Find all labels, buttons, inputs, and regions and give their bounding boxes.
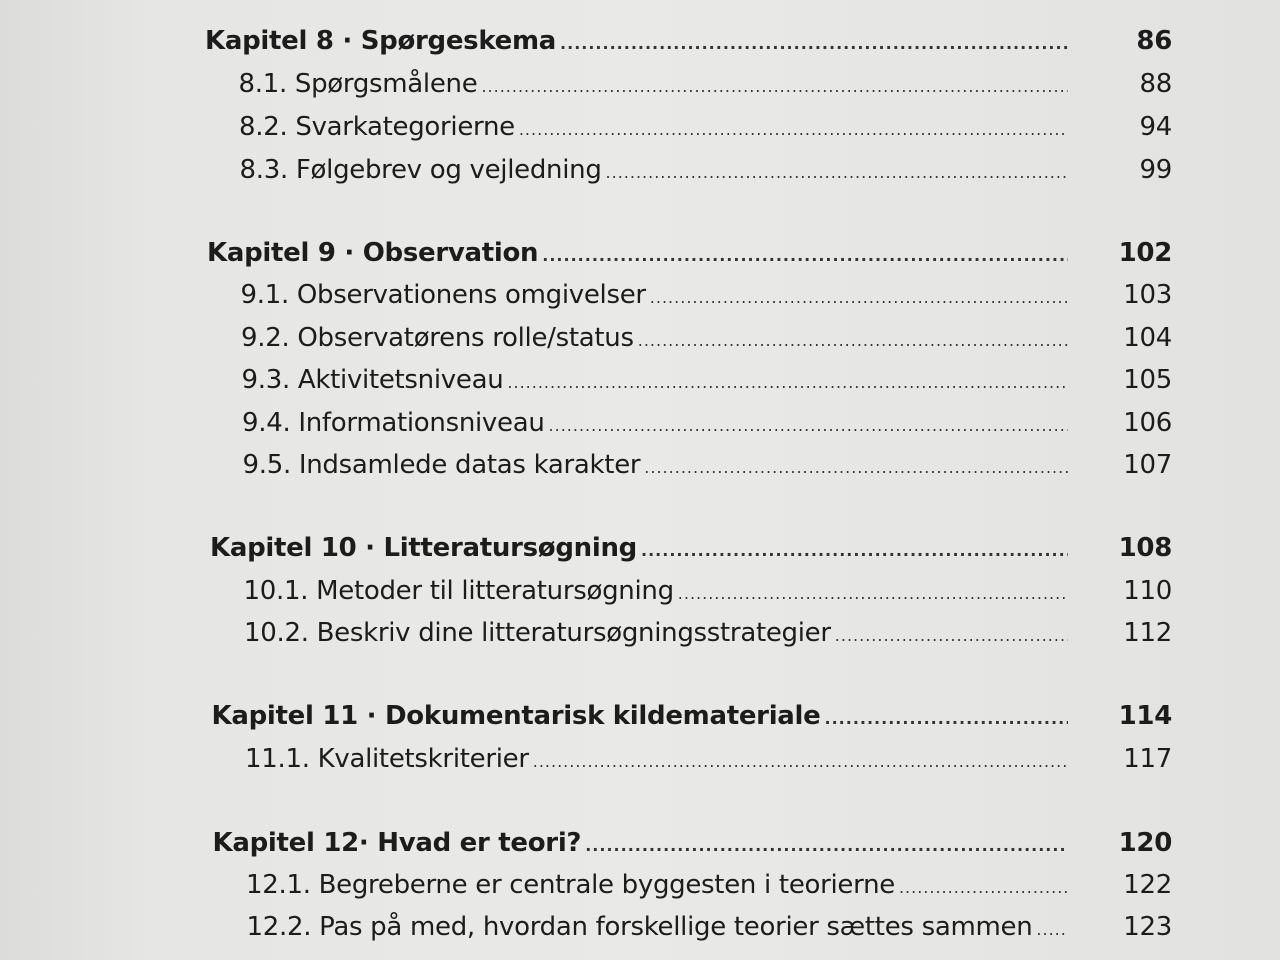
entry-title: 10.1. Metoder til litteratursøgning xyxy=(243,576,674,606)
toc-section-entry xyxy=(244,576,1173,616)
entry-title: Kapitel 9 · Observation xyxy=(207,238,539,268)
toc-chapter-entry xyxy=(213,828,1173,868)
page-number: 123 xyxy=(1123,912,1172,942)
toc-section-entry xyxy=(246,870,1172,910)
page-number: 110 xyxy=(1123,576,1172,606)
toc-section-entry xyxy=(241,280,1173,320)
page-number: 94 xyxy=(1139,112,1172,142)
toc-chapter-entry xyxy=(207,238,1172,278)
toc-section-entry xyxy=(247,912,1173,952)
leader-dots xyxy=(533,752,1068,771)
leader-dots xyxy=(825,709,1069,728)
entry-title: 12.2. Pas på med, hvordan forskellige teorier sættes sammen xyxy=(246,912,1033,942)
page-number: 122 xyxy=(1123,870,1172,900)
toc-section-entry xyxy=(243,450,1173,490)
page-number: 88 xyxy=(1139,69,1172,99)
leader-dots xyxy=(481,77,1068,96)
leader-dots xyxy=(678,584,1068,603)
leader-dots xyxy=(644,458,1068,477)
leader-dots xyxy=(650,288,1068,307)
entry-title: 8.1. Spørgsmålene xyxy=(238,69,478,99)
leader-dots xyxy=(560,34,1068,53)
entry-title: Kapitel 11 · Dokumentarisk kildemateriale xyxy=(211,701,821,731)
toc-section-entry xyxy=(239,69,1173,109)
toc-section-entry xyxy=(244,618,1172,658)
page-number: 108 xyxy=(1118,533,1172,563)
leader-dots xyxy=(585,836,1068,855)
entry-title: 12.1. Begreberne er centrale byggesten i teorierne xyxy=(246,870,895,900)
toc-section-entry xyxy=(241,323,1172,363)
toc-section-entry xyxy=(239,112,1172,152)
page-number: 105 xyxy=(1123,365,1172,395)
entry-title: 9.2. Observatørens rolle/status xyxy=(241,323,634,353)
page-number: 112 xyxy=(1123,618,1172,648)
toc-section-entry xyxy=(245,744,1172,784)
entry-title: 9.1. Observationens omgivelser xyxy=(240,280,646,310)
page-number: 106 xyxy=(1123,408,1172,438)
entry-title: 9.5. Indsamlede datas karakter xyxy=(242,450,641,480)
toc-chapter-entry xyxy=(212,701,1173,741)
leader-dots xyxy=(899,878,1068,897)
page-number: 117 xyxy=(1123,744,1172,774)
page-number: 104 xyxy=(1123,323,1172,353)
leader-dots xyxy=(542,246,1068,265)
toc-section-entry xyxy=(240,155,1173,195)
leader-dots xyxy=(1036,920,1068,939)
leader-dots xyxy=(835,626,1068,645)
entry-title: 11.1. Kvalitetskriterier xyxy=(245,744,529,774)
entry-title: 10.2. Beskriv dine litteratursøgningsstrategier xyxy=(244,618,831,648)
leader-dots xyxy=(519,120,1068,139)
page-number: 102 xyxy=(1118,238,1172,268)
page-number: 107 xyxy=(1123,450,1172,480)
toc-section-entry xyxy=(242,408,1172,448)
leader-dots xyxy=(638,331,1068,350)
leader-dots xyxy=(641,541,1068,560)
toc-chapter-entry xyxy=(210,533,1172,573)
toc-chapter-entry xyxy=(205,26,1172,66)
page-number: 99 xyxy=(1139,155,1172,185)
page-number: 86 xyxy=(1136,26,1172,56)
leader-dots xyxy=(549,416,1068,435)
entry-title: 8.3. Følgebrev og vejledning xyxy=(239,155,602,185)
entry-title: Kapitel 12· Hvad er teori? xyxy=(212,828,582,858)
page-number: 120 xyxy=(1118,828,1172,858)
entry-title: 8.2. Svarkategorierne xyxy=(239,112,515,142)
entry-title: Kapitel 10 · Litteratursøgning xyxy=(210,533,637,563)
leader-dots xyxy=(606,163,1068,182)
toc-section-entry xyxy=(242,365,1173,405)
entry-title: Kapitel 8 · Spørgeskema xyxy=(205,26,557,56)
entry-title: 9.3. Aktivitetsniveau xyxy=(241,365,504,395)
entry-title: 9.4. Informationsniveau xyxy=(242,408,545,438)
page-number: 103 xyxy=(1123,280,1172,310)
page-number: 114 xyxy=(1118,701,1172,731)
leader-dots xyxy=(507,373,1068,392)
